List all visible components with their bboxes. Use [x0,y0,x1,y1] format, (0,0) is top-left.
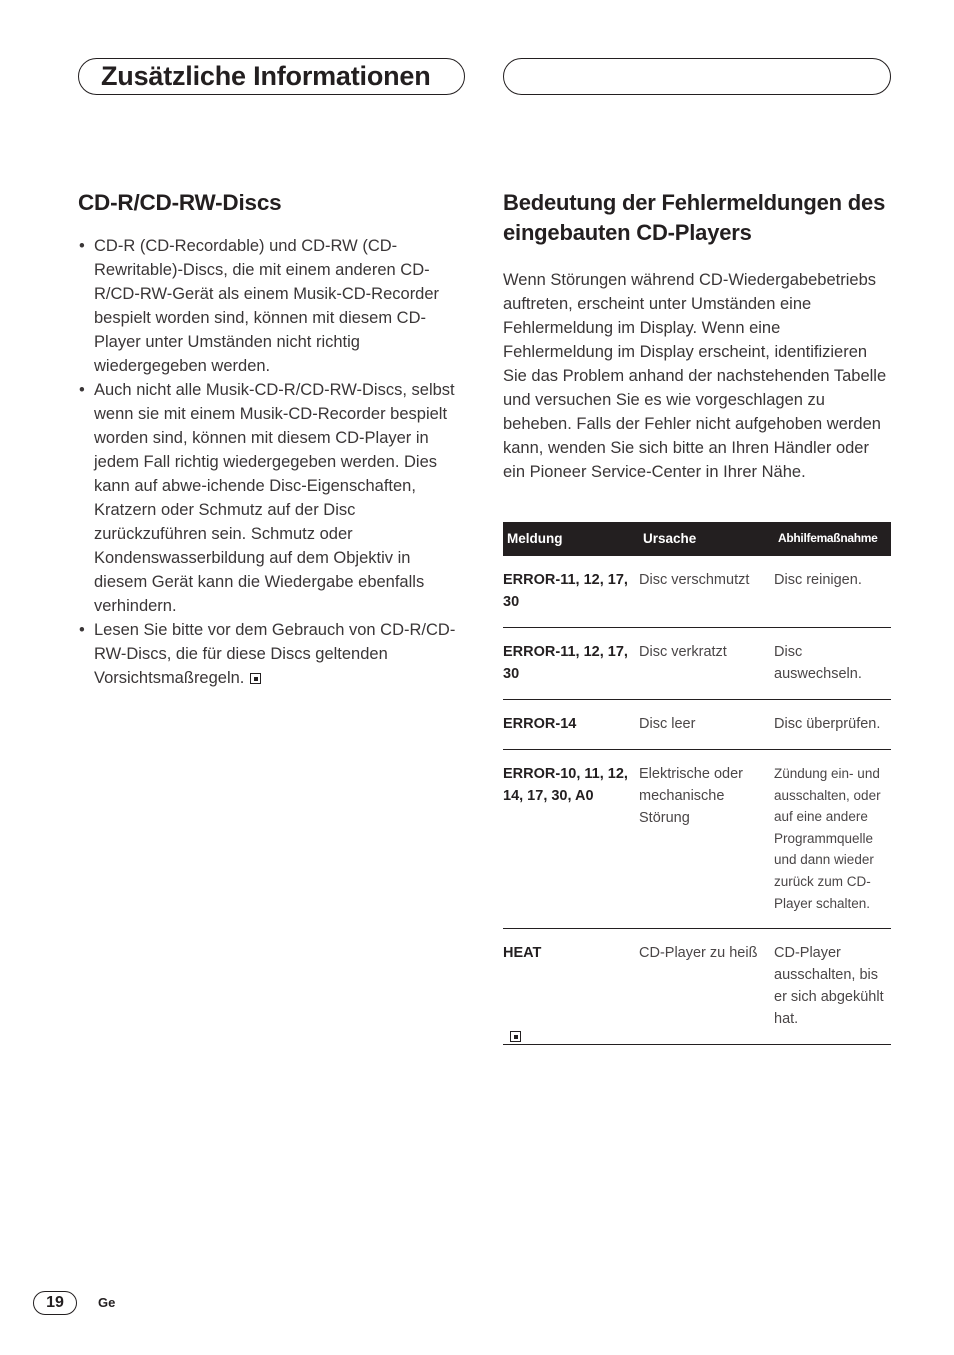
left-column [78,188,468,690]
error-code-cell: ERROR-11, 12, 17, 30 [503,628,639,700]
remedy-cell: CD-Player ausschalten, bis er sich abgekühlt hat. [774,929,891,1045]
table-row [503,556,891,628]
cause-cell: CD-Player zu heiß [639,929,774,1045]
remedy-cell: Disc auswechseln. [774,628,891,700]
table-row [503,628,891,700]
cause-cell: Disc leer [639,700,774,750]
error-table [503,522,891,1045]
end-of-section-icon [250,673,261,684]
cause-cell: Disc verkratzt [639,628,774,700]
page-number-badge: 19 [33,1291,77,1315]
bullet-item: • Auch nicht alle Musik-CD-R/CD-RW-Discs, selbst wenn sie mit einem Musik-CD-Recorder bespielt worden sind, können mit diesem CD-Player in jedem Fall richtig wiedergegeben werden. Dies kann auf abwe-ichende Disc-Eigenschaften, Kratzern oder Schmutz auf der Disc zurückzuführen sein. Schmutz oder Kondenswasserbildung auf dem Objektiv in diesem Gerät kann die Wiedergabe ebenfalls verhindern. [78,378,468,618]
table-row [503,700,891,750]
right-column [503,188,891,501]
table-header-row [503,522,891,556]
bullet-text: Lesen Sie bitte vor dem Gebrauch von CD-R/CD-RW-Discs, die für diese Discs geltenden Vorsichtsmaßregeln. [94,621,456,687]
remedy-cell: Disc reinigen. [774,556,891,628]
remedy-cell: Disc überprüfen. [774,700,891,750]
section-header-box [78,58,465,95]
error-code-cell: ERROR-14 [503,700,639,750]
bullet-list [78,234,468,690]
cause-cell: Disc verschmutzt [639,556,774,628]
language-code: Ge [98,1295,116,1310]
bullet-item [78,618,468,690]
bullet-item: • CD-R (CD-Recordable) und CD-RW (CD-Rewritable)-Discs, die mit einem anderen CD-R/CD-RW-Gerät als einem Musik-CD-Recorder bespielt worden sind, können mit diesem CD-Player unter Umständen nicht richtig wiedergegeben werden. [78,234,468,378]
empty-header-box [503,58,891,95]
column-header: Ursache [639,522,774,556]
column-header: Meldung [503,522,639,556]
column-header: Abhilfemaßnahme [774,522,891,556]
cause-cell: Elektrische oder mechanische Störung [639,750,774,929]
error-code-cell: HEAT [503,929,639,1045]
error-code-cell: ERROR-11, 12, 17, 30 [503,556,639,628]
error-code-cell: ERROR-10, 11, 12, 14, 17, 30, A0 [503,750,639,929]
cd-r-rw-heading: CD-R/CD-RW-Discs [78,190,282,215]
section-title: Zusätzliche Informationen [101,61,431,91]
remedy-cell: Zündung ein- und ausschalten, oder auf eine andere Programmquelle und dann wieder zurück zum CD-Player schalten. [774,750,891,929]
error-messages-heading: Bedeutung der Fehlermeldungen des eingebauten CD-Players [503,190,886,245]
table-row [503,750,891,929]
intro-paragraph: Wenn Störungen während CD-Wiedergabebetriebs auftreten, erscheint unter Umständen eine Fehlermeldung im Display. Wenn eine Fehlermeldung im Display erscheint, identifizieren Sie das Problem anhand der nachstehenden Tabelle und versuchen Sie es wie vorgeschlagen zu beheben. Falls der Fehler nicht aufgehoben werden kann, wenden Sie sich bitte an Ihren Händler oder ein Pioneer Service-Center in Ihrer Nähe. [503,271,887,481]
end-of-section-icon [510,1031,521,1042]
table-row [503,929,891,1045]
